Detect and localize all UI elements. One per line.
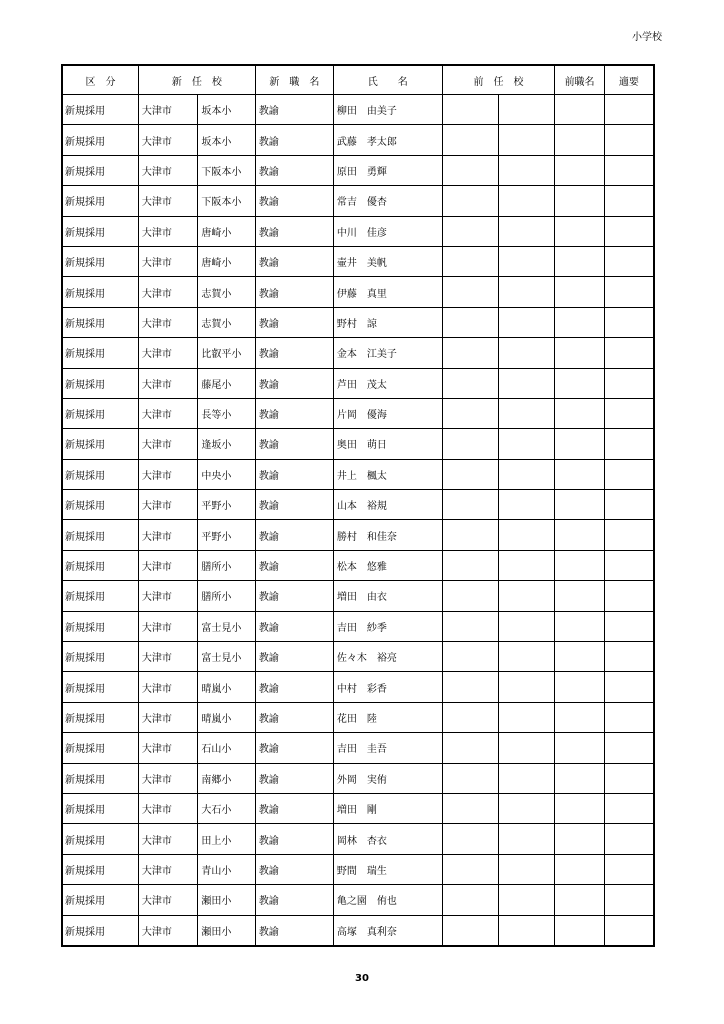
cell-name: 吉田 紗季 xyxy=(333,611,442,641)
cell-prev-title xyxy=(555,763,604,793)
cell-category: 新規採用 xyxy=(63,490,139,520)
cell-school: 平野小 xyxy=(198,520,255,550)
cell-city: 大津市 xyxy=(138,854,198,884)
header-prev-post: 前 任 校 xyxy=(442,66,555,95)
cell-prev-city xyxy=(442,246,498,276)
cell-school: 青山小 xyxy=(198,854,255,884)
cell-category: 新規採用 xyxy=(63,277,139,307)
table-row xyxy=(63,338,654,368)
cell-prev-school xyxy=(499,246,555,276)
cell-prev-title xyxy=(555,398,604,428)
cell-city: 大津市 xyxy=(138,824,198,854)
cell-prev-school xyxy=(499,854,555,884)
cell-category: 新規採用 xyxy=(63,611,139,641)
table-row xyxy=(63,763,654,793)
cell-school: 南郷小 xyxy=(198,763,255,793)
cell-remarks xyxy=(604,611,653,641)
table-row xyxy=(63,854,654,884)
cell-remarks xyxy=(604,459,653,489)
cell-category: 新規採用 xyxy=(63,824,139,854)
cell-prev-city xyxy=(442,186,498,216)
cell-category: 新規採用 xyxy=(63,95,139,125)
cell-city: 大津市 xyxy=(138,611,198,641)
cell-title: 教諭 xyxy=(255,459,333,489)
cell-name: 中川 佳彦 xyxy=(333,216,442,246)
cell-name: 原田 勇輝 xyxy=(333,155,442,185)
table-row xyxy=(63,672,654,702)
cell-category: 新規採用 xyxy=(63,246,139,276)
cell-prev-school xyxy=(499,642,555,672)
cell-remarks xyxy=(604,490,653,520)
cell-title: 教諭 xyxy=(255,429,333,459)
cell-prev-city xyxy=(442,854,498,884)
cell-remarks xyxy=(604,550,653,580)
cell-remarks xyxy=(604,915,653,945)
cell-prev-city xyxy=(442,581,498,611)
cell-school: 唐崎小 xyxy=(198,216,255,246)
cell-prev-school xyxy=(499,915,555,945)
table-row xyxy=(63,702,654,732)
cell-city: 大津市 xyxy=(138,885,198,915)
cell-title: 教諭 xyxy=(255,490,333,520)
cell-school: 膳所小 xyxy=(198,581,255,611)
cell-title: 教諭 xyxy=(255,277,333,307)
cell-prev-title xyxy=(555,702,604,732)
table-row xyxy=(63,307,654,337)
cell-title: 教諭 xyxy=(255,915,333,945)
cell-title: 教諭 xyxy=(255,793,333,823)
cell-prev-school xyxy=(499,307,555,337)
table-row xyxy=(63,368,654,398)
cell-prev-city xyxy=(442,398,498,428)
cell-prev-city xyxy=(442,216,498,246)
cell-city: 大津市 xyxy=(138,550,198,580)
cell-city: 大津市 xyxy=(138,125,198,155)
cell-remarks xyxy=(604,307,653,337)
cell-school: 晴嵐小 xyxy=(198,702,255,732)
cell-prev-city xyxy=(442,642,498,672)
cell-name: 松本 悠雅 xyxy=(333,550,442,580)
cell-name: 外岡 実侑 xyxy=(333,763,442,793)
cell-name: 井上 楓太 xyxy=(333,459,442,489)
cell-prev-title xyxy=(555,368,604,398)
cell-name: 野村 諒 xyxy=(333,307,442,337)
cell-prev-title xyxy=(555,733,604,763)
cell-category: 新規採用 xyxy=(63,642,139,672)
table-row xyxy=(63,125,654,155)
cell-school: 膳所小 xyxy=(198,550,255,580)
cell-prev-school xyxy=(499,398,555,428)
table-row xyxy=(63,642,654,672)
table-row xyxy=(63,733,654,763)
cell-city: 大津市 xyxy=(138,915,198,945)
cell-prev-title xyxy=(555,216,604,246)
cell-category: 新規採用 xyxy=(63,793,139,823)
cell-prev-title xyxy=(555,550,604,580)
cell-school: 中央小 xyxy=(198,459,255,489)
cell-prev-city xyxy=(442,125,498,155)
cell-city: 大津市 xyxy=(138,429,198,459)
cell-title: 教諭 xyxy=(255,307,333,337)
cell-prev-school xyxy=(499,277,555,307)
cell-prev-city xyxy=(442,915,498,945)
cell-remarks xyxy=(604,824,653,854)
cell-remarks xyxy=(604,702,653,732)
cell-remarks xyxy=(604,277,653,307)
cell-title: 教諭 xyxy=(255,125,333,155)
cell-city: 大津市 xyxy=(138,307,198,337)
cell-prev-title xyxy=(555,125,604,155)
cell-city: 大津市 xyxy=(138,581,198,611)
cell-category: 新規採用 xyxy=(63,338,139,368)
cell-school: 逢坂小 xyxy=(198,429,255,459)
cell-prev-city xyxy=(442,702,498,732)
cell-name: 勝村 和佳奈 xyxy=(333,520,442,550)
cell-city: 大津市 xyxy=(138,186,198,216)
cell-category: 新規採用 xyxy=(63,854,139,884)
cell-city: 大津市 xyxy=(138,702,198,732)
cell-remarks xyxy=(604,95,653,125)
table-row xyxy=(63,246,654,276)
cell-school: 瀬田小 xyxy=(198,885,255,915)
cell-prev-city xyxy=(442,307,498,337)
cell-title: 教諭 xyxy=(255,186,333,216)
table-row xyxy=(63,550,654,580)
cell-name: 壷井 美帆 xyxy=(333,246,442,276)
cell-title: 教諭 xyxy=(255,520,333,550)
page-number: 30 xyxy=(355,973,369,984)
cell-name: 岡林 杏衣 xyxy=(333,824,442,854)
cell-title: 教諭 xyxy=(255,246,333,276)
cell-category: 新規採用 xyxy=(63,915,139,945)
cell-remarks xyxy=(604,338,653,368)
cell-prev-title xyxy=(555,611,604,641)
table-row xyxy=(63,95,654,125)
cell-prev-school xyxy=(499,459,555,489)
cell-prev-school xyxy=(499,581,555,611)
cell-name: 奥田 萌日 xyxy=(333,429,442,459)
cell-remarks xyxy=(604,642,653,672)
header-new-post: 新 任 校 xyxy=(138,66,255,95)
cell-title: 教諭 xyxy=(255,398,333,428)
cell-name: 柳田 由美子 xyxy=(333,95,442,125)
cell-remarks xyxy=(604,733,653,763)
cell-prev-school xyxy=(499,186,555,216)
cell-name: 山本 裕規 xyxy=(333,490,442,520)
cell-title: 教諭 xyxy=(255,338,333,368)
cell-prev-city xyxy=(442,338,498,368)
cell-remarks xyxy=(604,429,653,459)
cell-title: 教諭 xyxy=(255,763,333,793)
cell-prev-school xyxy=(499,155,555,185)
cell-prev-city xyxy=(442,429,498,459)
cell-title: 教諭 xyxy=(255,672,333,702)
cell-school: 下阪本小 xyxy=(198,155,255,185)
cell-name: 金本 江美子 xyxy=(333,338,442,368)
header-prev-title: 前職名 xyxy=(555,66,604,95)
cell-name: 中村 彩香 xyxy=(333,672,442,702)
cell-city: 大津市 xyxy=(138,459,198,489)
table-row xyxy=(63,186,654,216)
cell-city: 大津市 xyxy=(138,216,198,246)
table-row xyxy=(63,155,654,185)
cell-school: 長等小 xyxy=(198,398,255,428)
cell-school: 唐崎小 xyxy=(198,246,255,276)
cell-category: 新規採用 xyxy=(63,429,139,459)
school-type-label: 小学校 xyxy=(632,32,662,43)
cell-prev-city xyxy=(442,885,498,915)
table-row xyxy=(63,490,654,520)
cell-prev-title xyxy=(555,246,604,276)
header-remarks: 適要 xyxy=(604,66,653,95)
cell-title: 教諭 xyxy=(255,550,333,580)
table-row xyxy=(63,885,654,915)
cell-prev-city xyxy=(442,672,498,702)
cell-category: 新規採用 xyxy=(63,459,139,489)
cell-city: 大津市 xyxy=(138,155,198,185)
header-category: 区 分 xyxy=(63,66,139,95)
cell-prev-title xyxy=(555,824,604,854)
cell-remarks xyxy=(604,186,653,216)
cell-category: 新規採用 xyxy=(63,368,139,398)
cell-name: 武藤 孝太郎 xyxy=(333,125,442,155)
cell-category: 新規採用 xyxy=(63,550,139,580)
cell-name: 吉田 圭吾 xyxy=(333,733,442,763)
cell-title: 教諭 xyxy=(255,854,333,884)
cell-remarks xyxy=(604,763,653,793)
cell-prev-city xyxy=(442,763,498,793)
cell-remarks xyxy=(604,581,653,611)
cell-school: 大石小 xyxy=(198,793,255,823)
cell-prev-city xyxy=(442,793,498,823)
cell-prev-city xyxy=(442,611,498,641)
cell-prev-school xyxy=(499,429,555,459)
table-row xyxy=(63,520,654,550)
cell-prev-school xyxy=(499,338,555,368)
cell-school: 石山小 xyxy=(198,733,255,763)
cell-prev-title xyxy=(555,854,604,884)
table-row xyxy=(63,277,654,307)
cell-prev-city xyxy=(442,733,498,763)
cell-remarks xyxy=(604,246,653,276)
cell-prev-school xyxy=(499,793,555,823)
cell-name: 芦田 茂太 xyxy=(333,368,442,398)
cell-category: 新規採用 xyxy=(63,885,139,915)
cell-school: 比叡平小 xyxy=(198,338,255,368)
cell-prev-school xyxy=(499,763,555,793)
table-row xyxy=(63,824,654,854)
table-row xyxy=(63,793,654,823)
cell-school: 志賀小 xyxy=(198,307,255,337)
cell-prev-title xyxy=(555,155,604,185)
cell-city: 大津市 xyxy=(138,95,198,125)
cell-title: 教諭 xyxy=(255,824,333,854)
table-row xyxy=(63,216,654,246)
cell-name: 花田 陸 xyxy=(333,702,442,732)
cell-title: 教諭 xyxy=(255,95,333,125)
cell-prev-title xyxy=(555,490,604,520)
header-name: 氏 名 xyxy=(333,66,442,95)
cell-school: 志賀小 xyxy=(198,277,255,307)
cell-prev-school xyxy=(499,520,555,550)
cell-school: 坂本小 xyxy=(198,95,255,125)
cell-prev-school xyxy=(499,824,555,854)
table-header-row xyxy=(63,66,654,95)
cell-school: 富士見小 xyxy=(198,611,255,641)
cell-remarks xyxy=(604,216,653,246)
cell-name: 佐々木 裕亮 xyxy=(333,642,442,672)
cell-remarks xyxy=(604,854,653,884)
cell-city: 大津市 xyxy=(138,672,198,702)
personnel-table xyxy=(62,65,654,946)
table-row xyxy=(63,398,654,428)
cell-school: 坂本小 xyxy=(198,125,255,155)
cell-category: 新規採用 xyxy=(63,581,139,611)
cell-school: 晴嵐小 xyxy=(198,672,255,702)
cell-category: 新規採用 xyxy=(63,672,139,702)
cell-prev-title xyxy=(555,915,604,945)
cell-title: 教諭 xyxy=(255,611,333,641)
cell-prev-title xyxy=(555,429,604,459)
cell-category: 新規採用 xyxy=(63,307,139,337)
cell-remarks xyxy=(604,125,653,155)
cell-name: 野間 瑞生 xyxy=(333,854,442,884)
header-new-title: 新 職 名 xyxy=(255,66,333,95)
cell-category: 新規採用 xyxy=(63,155,139,185)
cell-category: 新規採用 xyxy=(63,763,139,793)
table-row xyxy=(63,581,654,611)
cell-prev-city xyxy=(442,155,498,185)
cell-prev-title xyxy=(555,885,604,915)
cell-name: 常吉 優杏 xyxy=(333,186,442,216)
cell-category: 新規採用 xyxy=(63,733,139,763)
cell-school: 藤尾小 xyxy=(198,368,255,398)
cell-category: 新規採用 xyxy=(63,520,139,550)
table-row xyxy=(63,915,654,945)
cell-category: 新規採用 xyxy=(63,702,139,732)
cell-prev-school xyxy=(499,672,555,702)
cell-name: 増田 剛 xyxy=(333,793,442,823)
cell-prev-school xyxy=(499,733,555,763)
cell-city: 大津市 xyxy=(138,277,198,307)
cell-school: 田上小 xyxy=(198,824,255,854)
cell-city: 大津市 xyxy=(138,246,198,276)
cell-prev-title xyxy=(555,459,604,489)
table-row xyxy=(63,611,654,641)
cell-city: 大津市 xyxy=(138,733,198,763)
cell-name: 増田 由衣 xyxy=(333,581,442,611)
cell-city: 大津市 xyxy=(138,793,198,823)
cell-prev-school xyxy=(499,490,555,520)
cell-prev-city xyxy=(442,277,498,307)
cell-prev-city xyxy=(442,459,498,489)
cell-city: 大津市 xyxy=(138,520,198,550)
cell-prev-city xyxy=(442,95,498,125)
cell-prev-title xyxy=(555,672,604,702)
cell-prev-school xyxy=(499,885,555,915)
cell-remarks xyxy=(604,398,653,428)
cell-category: 新規採用 xyxy=(63,216,139,246)
cell-prev-school xyxy=(499,95,555,125)
cell-category: 新規採用 xyxy=(63,125,139,155)
cell-name: 高塚 真利奈 xyxy=(333,915,442,945)
cell-city: 大津市 xyxy=(138,763,198,793)
cell-prev-title xyxy=(555,520,604,550)
cell-prev-city xyxy=(442,824,498,854)
cell-prev-city xyxy=(442,368,498,398)
cell-city: 大津市 xyxy=(138,398,198,428)
cell-title: 教諭 xyxy=(255,368,333,398)
cell-title: 教諭 xyxy=(255,155,333,185)
cell-prev-title xyxy=(555,581,604,611)
table-row xyxy=(63,459,654,489)
cell-prev-title xyxy=(555,95,604,125)
cell-school: 瀬田小 xyxy=(198,915,255,945)
cell-title: 教諭 xyxy=(255,885,333,915)
cell-remarks xyxy=(604,793,653,823)
cell-city: 大津市 xyxy=(138,642,198,672)
cell-prev-school xyxy=(499,368,555,398)
cell-title: 教諭 xyxy=(255,702,333,732)
cell-prev-city xyxy=(442,490,498,520)
cell-remarks xyxy=(604,368,653,398)
table-row xyxy=(63,429,654,459)
cell-prev-city xyxy=(442,520,498,550)
cell-prev-city xyxy=(442,550,498,580)
cell-category: 新規採用 xyxy=(63,398,139,428)
cell-title: 教諭 xyxy=(255,642,333,672)
cell-prev-school xyxy=(499,216,555,246)
cell-prev-title xyxy=(555,277,604,307)
table-body xyxy=(63,95,654,946)
cell-school: 平野小 xyxy=(198,490,255,520)
cell-city: 大津市 xyxy=(138,490,198,520)
cell-title: 教諭 xyxy=(255,216,333,246)
cell-school: 下阪本小 xyxy=(198,186,255,216)
cell-remarks xyxy=(604,672,653,702)
cell-category: 新規採用 xyxy=(63,186,139,216)
cell-prev-title xyxy=(555,307,604,337)
cell-name: 伊藤 真里 xyxy=(333,277,442,307)
cell-title: 教諭 xyxy=(255,581,333,611)
cell-prev-title xyxy=(555,338,604,368)
cell-city: 大津市 xyxy=(138,368,198,398)
cell-remarks xyxy=(604,885,653,915)
cell-prev-school xyxy=(499,550,555,580)
cell-prev-school xyxy=(499,702,555,732)
cell-prev-school xyxy=(499,611,555,641)
cell-remarks xyxy=(604,520,653,550)
cell-name: 亀之園 侑也 xyxy=(333,885,442,915)
cell-city: 大津市 xyxy=(138,338,198,368)
cell-prev-title xyxy=(555,642,604,672)
cell-prev-title xyxy=(555,186,604,216)
cell-school: 富士見小 xyxy=(198,642,255,672)
cell-remarks xyxy=(604,155,653,185)
cell-name: 片岡 優海 xyxy=(333,398,442,428)
cell-title: 教諭 xyxy=(255,733,333,763)
cell-prev-title xyxy=(555,793,604,823)
cell-prev-school xyxy=(499,125,555,155)
